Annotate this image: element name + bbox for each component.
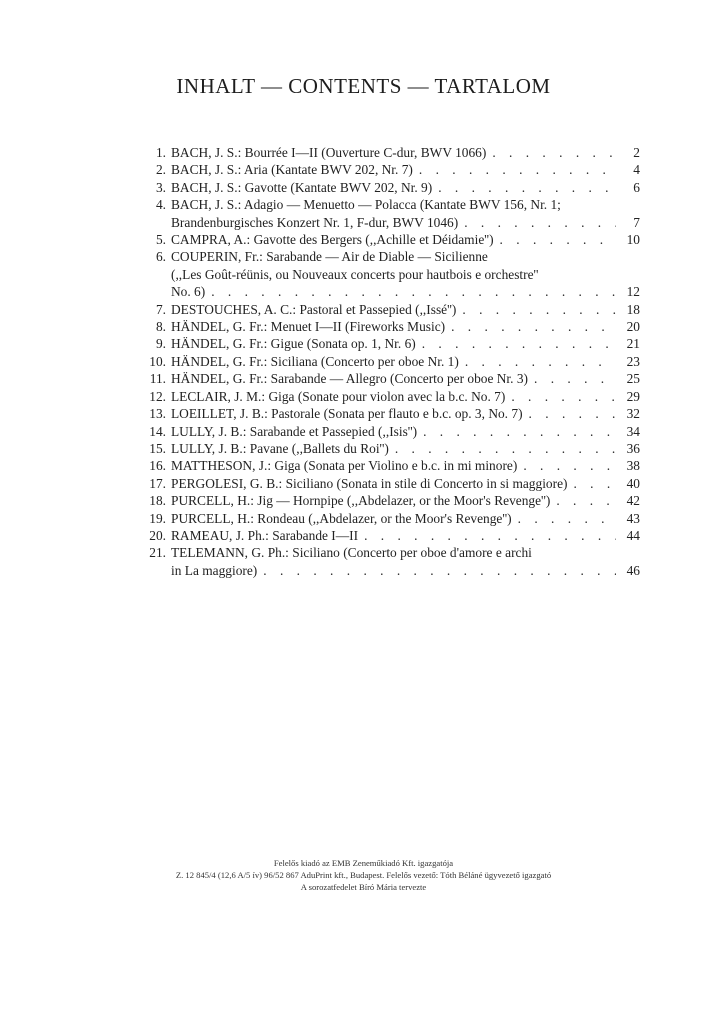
toc-entry-title-line: HÄNDEL, G. Fr.: Menuet I—II (Fireworks Music): [171, 319, 446, 335]
toc-entry: [140, 492, 640, 509]
toc-entry-last-line: [171, 144, 640, 161]
toc-entry-last-line: [171, 423, 640, 440]
toc-entry-title-line: RAMEAU, J. Ph.: Sarabande I—II: [171, 527, 359, 543]
dot-leader: [438, 179, 616, 196]
toc-entry-body: [171, 318, 640, 335]
toc-entry-page-number: 23: [626, 353, 640, 369]
dot-leader: [556, 492, 616, 509]
toc-entry-number: 9.: [155, 336, 166, 352]
toc-entry-last-line: [171, 388, 640, 405]
toc-entry-body: [171, 335, 640, 352]
toc-entry-number: 4.: [155, 197, 166, 213]
toc-entry: [140, 318, 640, 335]
toc-entry: [140, 231, 640, 248]
toc-entry-number: 12.: [149, 388, 166, 404]
toc-entry-number: 10.: [149, 353, 166, 369]
toc-entry: [140, 179, 640, 196]
toc-entry-number: 16.: [149, 458, 166, 474]
imprint-line-printer: Z. 12 845/4 (12,6 A/5 ív) 96/52 867 AduPrint kft., Budapest. Felelős vezető: Tóth Béláné ügyvezető igazgató: [175, 870, 552, 880]
toc-entry-page-number: 21: [626, 336, 640, 352]
toc-entry-body: [171, 370, 640, 387]
toc-entry-last-line: [171, 492, 640, 509]
toc-entry: [140, 388, 640, 405]
dot-leader: [465, 353, 616, 370]
toc-entry-last-line: [171, 457, 640, 474]
toc-entry-page-number: 20: [626, 319, 640, 335]
dot-leader: [419, 161, 616, 178]
dot-leader: [529, 405, 616, 422]
toc-entry-page-number: 40: [626, 475, 640, 491]
toc-entry-title-line: HÄNDEL, G. Fr.: Sarabande — Allegro (Concerto per oboe Nr. 3): [171, 371, 529, 387]
toc-entry-last-line: [171, 475, 640, 492]
dot-leader: [534, 370, 616, 387]
toc-entry-number: 5.: [155, 232, 166, 248]
toc-entry-body: [171, 161, 640, 178]
toc-entry-title-line: LECLAIR, J. M.: Giga (Sonate pour violon avec la b.c. No. 7): [171, 388, 506, 404]
toc-entry: [140, 475, 640, 492]
toc-entry-number: 8.: [155, 319, 166, 335]
toc-entry: [140, 301, 640, 318]
toc-entry: [140, 510, 640, 527]
toc-entry-title-line: HÄNDEL, G. Fr.: Siciliana (Concerto per oboe Nr. 1): [171, 353, 459, 369]
toc-entry: [140, 144, 640, 161]
toc-entry-last-line: [171, 301, 640, 318]
page-title: INHALT — CONTENTS — TARTALOM: [176, 74, 551, 98]
dot-leader: [263, 562, 616, 579]
toc-entry-last-line: [171, 335, 640, 352]
toc-entry: [140, 440, 640, 457]
toc-entry-page-number: 4: [633, 162, 640, 178]
toc-entry-body: [171, 510, 640, 527]
dot-leader: [500, 231, 616, 248]
toc-entry-number: 19.: [149, 510, 166, 526]
toc-entry-body: [171, 492, 640, 509]
toc-entry: [140, 544, 640, 579]
toc-entry-page-number: 42: [626, 493, 640, 509]
toc-entry-body: [171, 196, 640, 231]
toc-entry-title-line: DESTOUCHES, A. C.: Pastoral et Passepied (,,Issé''): [171, 301, 457, 317]
toc-entry-title-line: BACH, J. S.: Adagio — Menuetto — Polacca (Kantate BWV 156, Nr. 1;: [171, 197, 561, 213]
toc-entry-page-number: 43: [626, 510, 640, 526]
toc-entry-title-line: (,,Les Goût-réünis, ou Nouveaux concerts pour hautbois e orchestre'': [171, 266, 539, 282]
dot-leader: [451, 318, 616, 335]
toc-entry-number: 2.: [155, 162, 166, 178]
dot-leader: [492, 144, 616, 161]
toc-entry-page-number: 46: [626, 562, 640, 578]
toc-entry-title-line: TELEMANN, G. Ph.: Siciliano (Concerto per oboe d'amore e archi: [171, 545, 532, 561]
toc-entry-title-line: LOEILLET, J. B.: Pastorale (Sonata per flauto e b.c. op. 3, No. 7): [171, 406, 523, 422]
toc-entry-last-line: [171, 161, 640, 178]
toc-entry-title-line: CAMPRA, A.: Gavotte des Bergers (,,Achille et Déidamie''): [171, 232, 494, 248]
toc-entry-number: 7.: [155, 301, 166, 317]
toc-entry-title-line: COUPERIN, Fr.: Sarabande — Air de Diable — Sicilienne: [171, 249, 488, 265]
toc-entry-last-line: [171, 510, 640, 527]
toc-entry-number: 13.: [149, 406, 166, 422]
toc-entry: [140, 248, 640, 300]
toc-entry-last-line: [171, 353, 640, 370]
toc-entry-title-line: MATTHESON, J.: Giga (Sonata per Violino e b.c. in mi minore): [171, 458, 518, 474]
toc-entry-number: 14.: [149, 423, 166, 439]
toc-entry-number: 11.: [149, 371, 166, 387]
toc-entry-page-number: 29: [626, 388, 640, 404]
toc-entry-number: 6.: [155, 249, 166, 265]
toc-entry-body: [171, 457, 640, 474]
dot-leader: [422, 335, 616, 352]
toc-entry-title-line: No. 6): [171, 284, 206, 300]
toc-entry-title-line: HÄNDEL, G. Fr.: Gigue (Sonata op. 1, Nr. 6): [171, 336, 416, 352]
toc-entry-number: 18.: [149, 493, 166, 509]
dot-leader: [518, 510, 616, 527]
toc-entry-page-number: 32: [626, 406, 640, 422]
toc-entry-title-line: PURCELL, H.: Jig — Hornpipe (,,Abdelazer, or the Moor's Revenge''): [171, 493, 551, 509]
toc-entry: [140, 353, 640, 370]
toc-entry-last-line: [171, 527, 640, 544]
dot-leader: [573, 475, 616, 492]
toc-entry-page-number: 7: [633, 214, 640, 230]
toc-entry-last-line: [171, 214, 640, 231]
toc-entry-number: 3.: [155, 179, 166, 195]
dot-leader: [211, 283, 616, 300]
toc-entry-title-line: LULLY, J. B.: Sarabande et Passepied (,,Isis''): [171, 423, 418, 439]
toc-entry: [140, 196, 640, 231]
toc-entry-last-line: [171, 370, 640, 387]
toc-entry-number: 21.: [149, 545, 166, 561]
toc-entry-title-line: PERGOLESI, G. B.: Siciliano (Sonata in stile di Concerto in si maggiore): [171, 475, 568, 491]
table-of-contents: [140, 144, 640, 579]
toc-entry: [140, 423, 640, 440]
toc-entry-body: [171, 301, 640, 318]
toc-entry-last-line: [171, 562, 640, 579]
toc-entry-page-number: 10: [626, 232, 640, 248]
toc-entry: [140, 457, 640, 474]
toc-entry-body: [171, 527, 640, 544]
dot-leader: [364, 527, 616, 544]
toc-entry-body: [171, 144, 640, 161]
toc-entry-title-line: PURCELL, H.: Rondeau (,,Abdelazer, or the Moor's Revenge''): [171, 510, 512, 526]
toc-entry-page-number: 36: [626, 440, 640, 456]
toc-entry: [140, 370, 640, 387]
toc-entry-page-number: 18: [626, 301, 640, 317]
toc-entry-title-line: LULLY, J. B.: Pavane (,,Ballets du Roi''): [171, 440, 389, 456]
toc-entry-body: [171, 353, 640, 370]
toc-entry: [140, 527, 640, 544]
toc-entry-last-line: [171, 283, 640, 300]
toc-entry-page-number: 44: [626, 527, 640, 543]
dot-leader: [464, 214, 616, 231]
toc-entry-body: [171, 423, 640, 440]
toc-entry-page-number: 25: [626, 371, 640, 387]
dot-leader: [462, 301, 616, 318]
toc-entry-title-line: Brandenburgisches Konzert Nr. 1, F-dur, BWV 1046): [171, 214, 459, 230]
toc-entry-number: 20.: [149, 527, 166, 543]
toc-entry: [140, 161, 640, 178]
toc-entry-body: [171, 440, 640, 457]
imprint-line-publisher: Felelős kiadó az EMB Zeneműkiadó Kft. igazgatója: [273, 858, 454, 868]
toc-entry-body: [171, 179, 640, 196]
toc-entry-page-number: 12: [626, 284, 640, 300]
toc-entry-title-line: BACH, J. S.: Bourrée I—II (Ouverture C-dur, BWV 1066): [171, 145, 487, 160]
toc-entry-body: [171, 231, 640, 248]
dot-leader: [523, 457, 616, 474]
toc-entry-number: 1.: [155, 145, 166, 160]
toc-entry-last-line: [171, 318, 640, 335]
toc-entry-body: [171, 475, 640, 492]
toc-entry: [140, 405, 640, 422]
toc-entry-page-number: 38: [626, 458, 640, 474]
toc-entry-last-line: [171, 231, 640, 248]
toc-entry-page-number: 34: [626, 423, 640, 439]
toc-entry-body: [171, 405, 640, 422]
dot-leader: [423, 423, 616, 440]
toc-entry-last-line: [171, 179, 640, 196]
toc-entry: [140, 335, 640, 352]
imprint-line-cover-design: A sorozatfedelet Bíró Mária tervezte: [300, 882, 427, 892]
toc-entry-last-line: [171, 405, 640, 422]
toc-entry-title-line: BACH, J. S.: Aria (Kantate BWV 202, Nr. 7): [171, 162, 413, 178]
imprint-footer: [0, 857, 727, 893]
toc-entry-body: [171, 544, 640, 579]
toc-entry-page-number: 2: [633, 145, 640, 160]
toc-entry-number: 17.: [149, 475, 166, 491]
dot-leader: [395, 440, 616, 457]
toc-entry-body: [171, 388, 640, 405]
toc-entry-number: 15.: [149, 440, 166, 456]
toc-entry-title-line: in La maggiore): [171, 562, 258, 578]
toc-entry-body: [171, 248, 640, 300]
toc-entry-title-line: BACH, J. S.: Gavotte (Kantate BWV 202, Nr. 9): [171, 179, 433, 195]
dot-leader: [511, 388, 616, 405]
toc-entry-last-line: [171, 440, 640, 457]
toc-entry-page-number: 6: [633, 179, 640, 195]
